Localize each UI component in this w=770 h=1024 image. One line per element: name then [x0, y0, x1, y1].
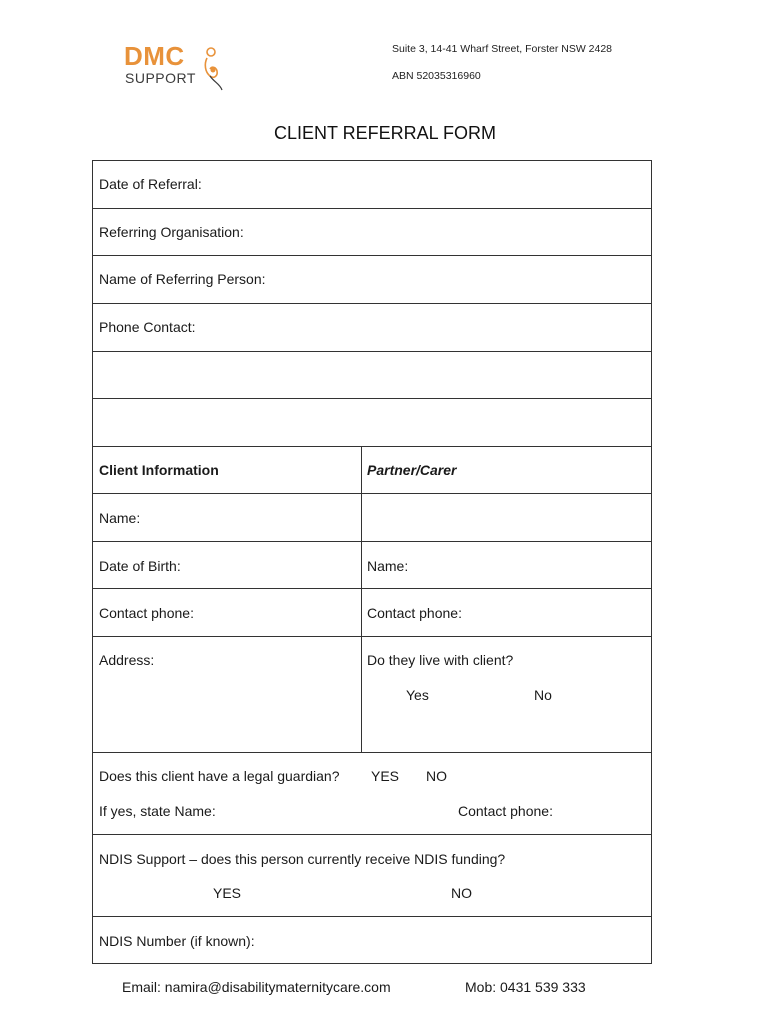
- footer-mobile: Mob: 0431 539 333: [465, 979, 586, 995]
- company-logo: [124, 42, 234, 92]
- label-ndis-question: NDIS Support – does this person currently receive NDIS funding?: [99, 851, 506, 867]
- row-referring-person[interactable]: [93, 256, 651, 304]
- row-contact-phone[interactable]: [93, 589, 651, 637]
- label-client-phone: Contact phone:: [99, 605, 194, 621]
- label-phone-contact: Phone Contact:: [99, 319, 196, 335]
- logo-support-text: SUPPORT: [125, 70, 196, 86]
- logo-dmc-text: DMC: [124, 41, 185, 71]
- column-divider: [361, 447, 362, 753]
- label-referring-organisation: Referring Organisation:: [99, 224, 244, 240]
- label-date-of-referral: Date of Referral:: [99, 176, 202, 192]
- row-ndis-number[interactable]: [93, 917, 651, 963]
- label-guardian-question: Does this client have a legal guardian?: [99, 768, 340, 784]
- option-ndis-yes[interactable]: YES: [213, 885, 242, 901]
- company-address: Suite 3, 14-41 Wharf Street, Forster NSW 2428: [392, 43, 613, 55]
- label-partner-phone: Contact phone:: [367, 605, 462, 621]
- option-live-yes[interactable]: Yes: [406, 687, 429, 703]
- row-referring-organisation[interactable]: [93, 209, 651, 256]
- company-abn: ABN 52035316960: [392, 70, 481, 82]
- mother-child-icon: [202, 46, 224, 92]
- label-partner-live-with-client: Do they live with client?: [367, 652, 514, 668]
- row-date-of-referral[interactable]: [93, 161, 651, 209]
- partner-carer-header: Partner/Carer: [367, 462, 457, 478]
- label-guardian-name: If yes, state Name:: [99, 803, 216, 819]
- row-legal-guardian[interactable]: [93, 753, 651, 835]
- client-information-header: Client Information: [99, 462, 219, 478]
- option-guardian-no[interactable]: NO: [426, 768, 447, 784]
- label-guardian-phone: Contact phone:: [458, 803, 553, 819]
- row-phone-contact[interactable]: [93, 304, 651, 352]
- footer-email: Email: namira@disabilitymaternitycare.com: [122, 979, 391, 995]
- row-address[interactable]: [93, 637, 651, 753]
- option-ndis-no[interactable]: NO: [451, 885, 472, 901]
- form-title: CLIENT REFERRAL FORM: [273, 123, 497, 143]
- option-guardian-yes[interactable]: YES: [371, 768, 400, 784]
- row-ndis-support[interactable]: [93, 835, 651, 917]
- label-ndis-number: NDIS Number (if known):: [99, 933, 255, 949]
- option-live-no[interactable]: No: [534, 687, 552, 703]
- row-blank-2[interactable]: [93, 399, 651, 447]
- label-partner-name: Name:: [367, 558, 409, 574]
- row-dob[interactable]: [93, 542, 651, 589]
- label-client-address: Address:: [99, 652, 155, 668]
- row-section-headers: [93, 447, 651, 494]
- row-blank-1[interactable]: [93, 352, 651, 399]
- label-client-dob: Date of Birth:: [99, 558, 181, 574]
- label-client-name: Name:: [99, 510, 141, 526]
- row-name[interactable]: [93, 494, 651, 542]
- referral-form-table: [92, 160, 652, 964]
- label-referring-person: Name of Referring Person:: [99, 271, 266, 287]
